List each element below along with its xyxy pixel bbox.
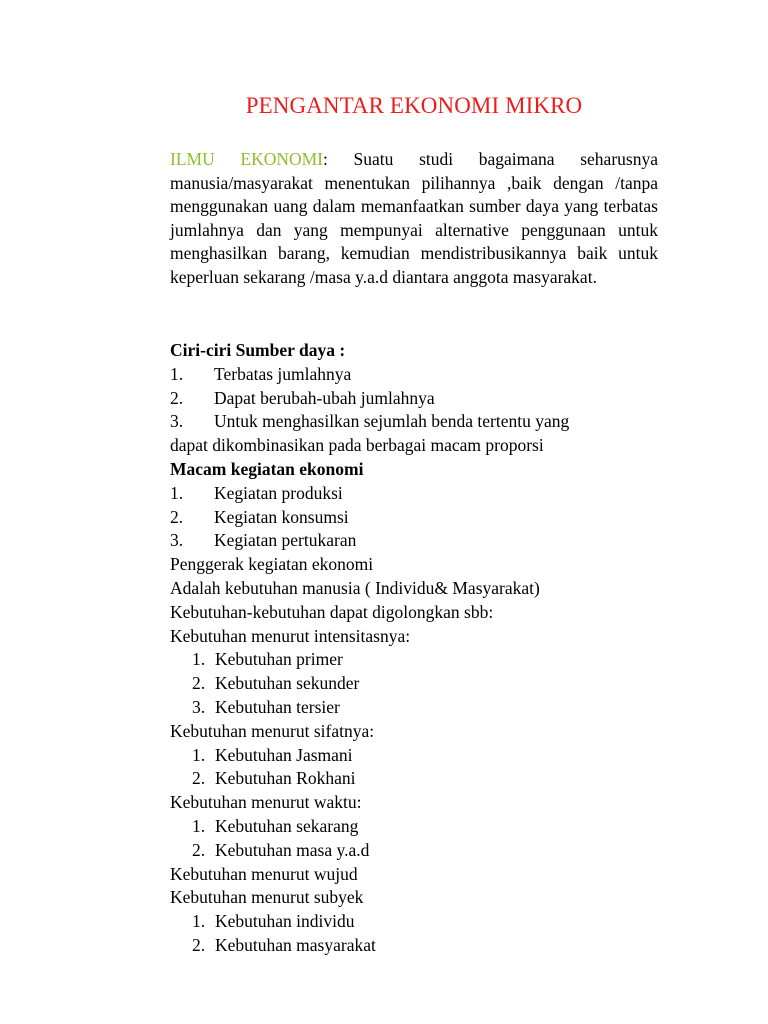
list-number: 2. <box>192 673 206 694</box>
list-item <box>170 744 670 768</box>
intensitas-heading: Kebutuhan menurut intensitasnya: <box>170 625 411 646</box>
list-item <box>170 506 670 530</box>
list-number: 2. <box>192 839 206 860</box>
list-item <box>170 529 670 553</box>
list-text: Kebutuhan Rokhani <box>215 768 356 789</box>
sifat-heading: Kebutuhan menurut sifatnya: <box>170 720 375 741</box>
page-title: PENGANTAR EKONOMI MIKRO <box>245 93 583 118</box>
list-item <box>170 410 670 434</box>
list-text: Kegiatan konsumsi <box>214 506 349 527</box>
list-number: 3. <box>192 696 206 717</box>
penggerak-line: Kebutuhan-kebutuhan dapat digolongkan sbb: <box>170 601 494 622</box>
list-item <box>170 910 670 934</box>
list-item <box>170 387 670 411</box>
document-body <box>170 339 670 958</box>
list-item <box>170 767 670 791</box>
list-number: 2. <box>192 768 206 789</box>
subyek-heading: Kebutuhan menurut subyek <box>170 887 364 908</box>
list-number: 1. <box>192 649 206 670</box>
list-text: Untuk menghasilkan sejumlah benda tertentu yang <box>214 411 570 432</box>
list-item <box>170 672 670 696</box>
list-text: Kebutuhan sekunder <box>215 673 360 694</box>
intro-paragraph <box>170 148 658 290</box>
list-text: Kebutuhan Jasmani <box>215 744 353 765</box>
list-item <box>170 934 670 958</box>
list-text: Kebutuhan individu <box>215 911 355 932</box>
list-text: Kegiatan pertukaran <box>214 530 357 551</box>
intro-term: ILMU EKONOMI <box>170 149 324 169</box>
list-number: 1. <box>192 815 206 836</box>
list-item <box>170 815 670 839</box>
list-item <box>170 363 670 387</box>
kegiatan-heading: Macam kegiatan ekonomi <box>170 458 364 479</box>
list-number: 1. <box>192 911 206 932</box>
list-text: Kebutuhan tersier <box>215 696 340 717</box>
waktu-heading: Kebutuhan menurut waktu: <box>170 792 362 813</box>
penggerak-line: Penggerak kegiatan ekonomi <box>170 554 374 575</box>
intro-text: Suatu studi bagaimana seharusnya manusia/masyarakat menentukan pilihannya ,baik dengan /tanpa menggunakan uang dalam memanfaatkan sumber daya yang terbatas jumlahnya dan yang mempunyai alternative penggunaan untuk menghasilkan barang, kemudian mendistribusikannya baik untuk keperluan sekarang /masa y.a.d diantara anggota masyarakat. <box>170 149 658 287</box>
list-item <box>170 696 670 720</box>
list-number: 1. <box>170 363 184 384</box>
list-number: 1. <box>170 482 184 503</box>
wujud-heading: Kebutuhan menurut wujud <box>170 863 358 884</box>
list-item <box>170 839 670 863</box>
ciri-continuation: dapat dikombinasikan pada berbagai macam proporsi <box>170 435 544 456</box>
list-number: 2. <box>170 387 184 408</box>
list-text: Dapat berubah-ubah jumlahnya <box>214 387 435 408</box>
list-text: Terbatas jumlahnya <box>214 363 352 384</box>
list-text: Kegiatan produksi <box>214 482 343 503</box>
list-item <box>170 482 670 506</box>
list-text: Kebutuhan masa y.a.d <box>215 839 370 860</box>
list-number: 2. <box>170 506 184 527</box>
list-text: Kebutuhan masyarakat <box>215 934 376 955</box>
list-number: 1. <box>192 744 206 765</box>
list-number: 3. <box>170 411 184 432</box>
intro-separator: : <box>323 149 328 169</box>
list-number: 2. <box>192 934 206 955</box>
penggerak-line: Adalah kebutuhan manusia ( Individu& Masyarakat) <box>170 577 540 598</box>
ciri-heading: Ciri-ciri Sumber daya : <box>170 340 346 360</box>
list-text: Kebutuhan sekarang <box>215 815 359 836</box>
list-number: 3. <box>170 530 184 551</box>
list-item <box>170 648 670 672</box>
list-text: Kebutuhan primer <box>215 649 343 670</box>
